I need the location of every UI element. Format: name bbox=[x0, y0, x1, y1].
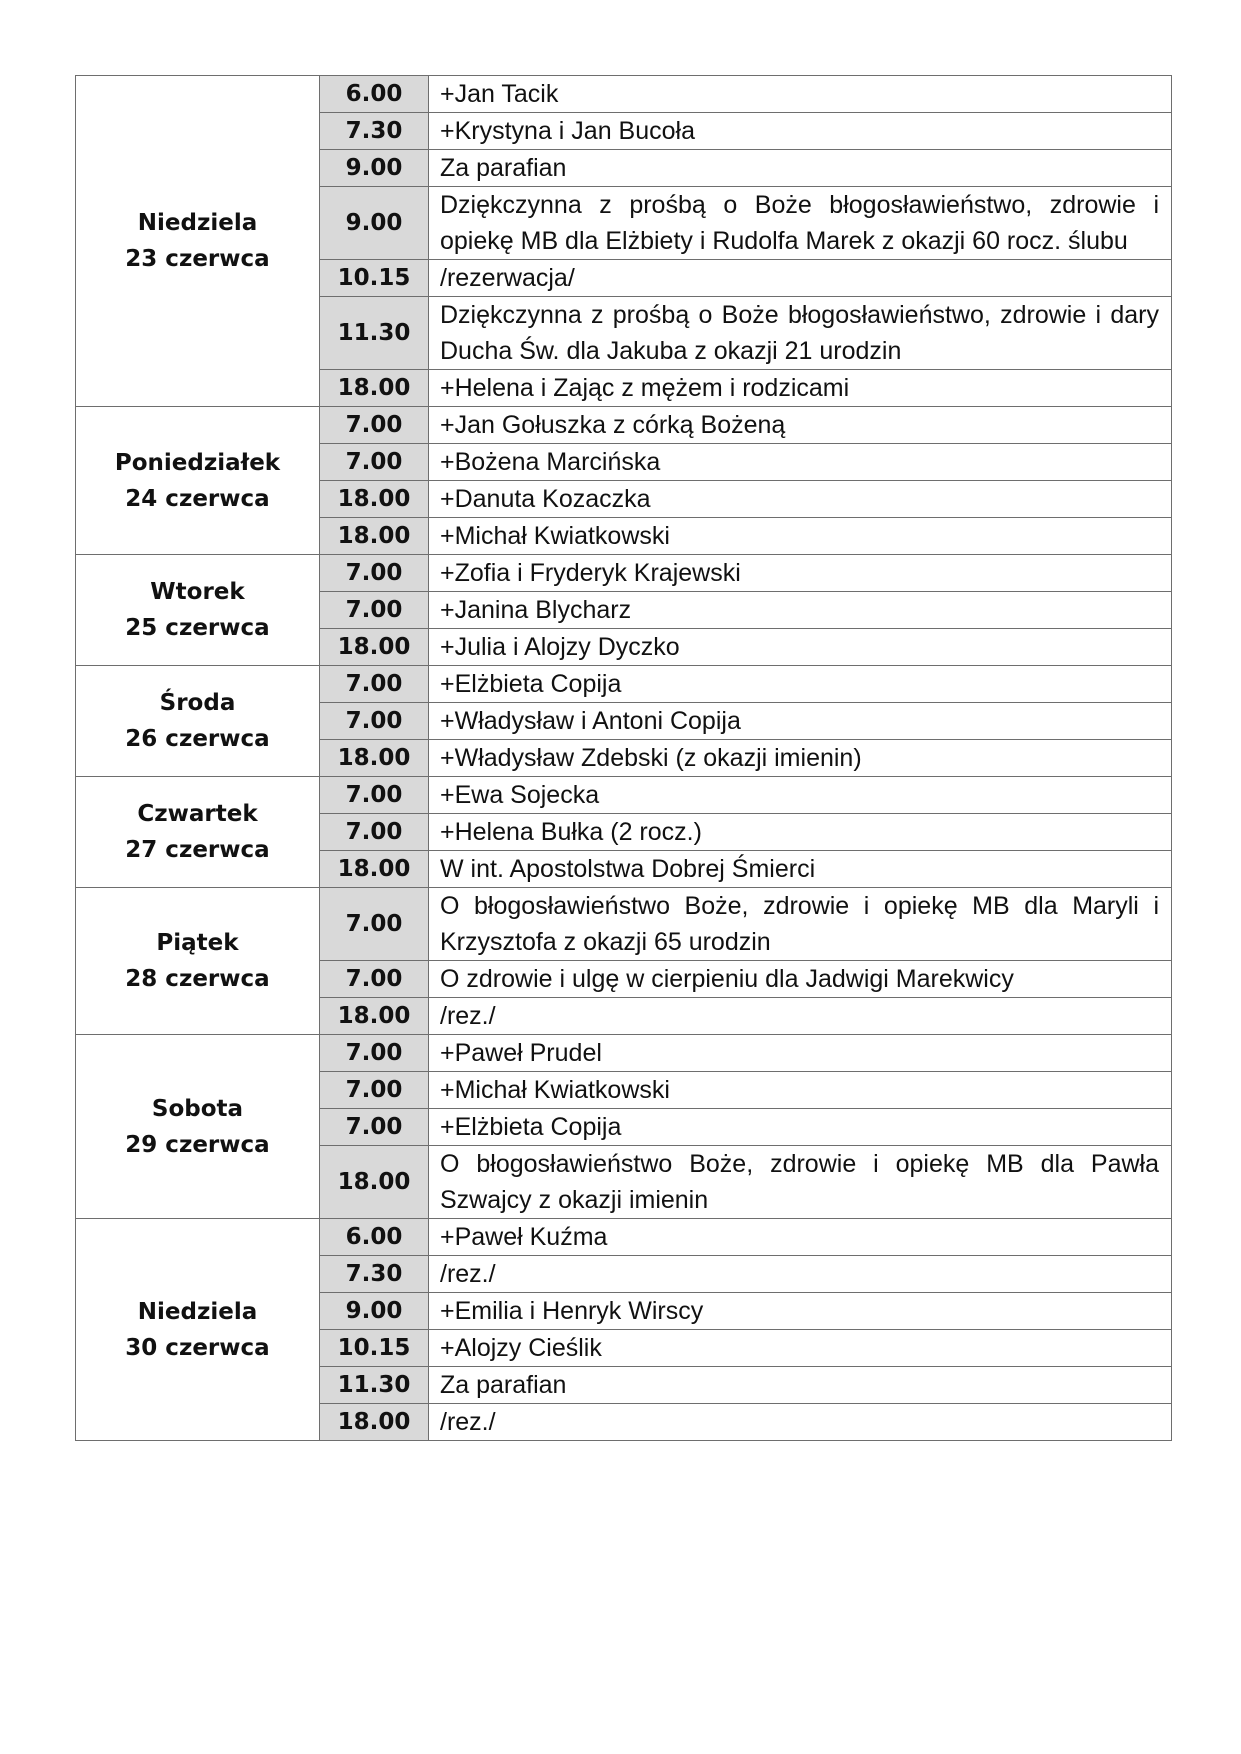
mass-row bbox=[76, 888, 1172, 961]
mass-time: 9.00 bbox=[320, 187, 429, 260]
mass-intention: /rez./ bbox=[429, 1256, 1172, 1293]
mass-time: 6.00 bbox=[320, 1219, 429, 1256]
mass-intention: +Władysław Zdebski (z okazji imienin) bbox=[429, 740, 1172, 777]
mass-time: 7.00 bbox=[320, 444, 429, 481]
day-cell bbox=[76, 1219, 320, 1441]
mass-time: 6.00 bbox=[320, 76, 429, 113]
mass-time: 7.30 bbox=[320, 1256, 429, 1293]
mass-time: 10.15 bbox=[320, 260, 429, 297]
mass-time: 7.00 bbox=[320, 1109, 429, 1146]
mass-time: 10.15 bbox=[320, 1330, 429, 1367]
day-date: 28 czerwca bbox=[125, 966, 270, 992]
day-cell bbox=[76, 555, 320, 666]
mass-time: 18.00 bbox=[320, 629, 429, 666]
day-name: Piątek bbox=[156, 930, 239, 956]
mass-intention: +Władysław i Antoni Copija bbox=[429, 703, 1172, 740]
day-name: Wtorek bbox=[150, 579, 245, 605]
mass-row bbox=[76, 407, 1172, 444]
mass-schedule-body bbox=[76, 76, 1172, 1441]
mass-time: 18.00 bbox=[320, 1146, 429, 1219]
mass-row bbox=[76, 555, 1172, 592]
mass-time: 7.00 bbox=[320, 961, 429, 998]
day-date: 26 czerwca bbox=[125, 726, 270, 752]
mass-row bbox=[76, 1219, 1172, 1256]
day-name: Poniedziałek bbox=[114, 449, 281, 476]
mass-intention: +Emilia i Henryk Wirscy bbox=[429, 1293, 1172, 1330]
mass-intention: Dziękczynna z prośbą o Boże błogosławieństwo, zdrowie i opiekę MB dla Elżbiety i Rudolfa Marek z okazji 60 rocz. ślubu bbox=[429, 187, 1172, 260]
mass-intention: +Julia i Alojzy Dyczko bbox=[429, 629, 1172, 666]
mass-row bbox=[76, 666, 1172, 703]
mass-time: 7.00 bbox=[320, 703, 429, 740]
mass-intention: +Bożena Marcińska bbox=[429, 444, 1172, 481]
mass-intention: Za parafian bbox=[429, 150, 1172, 187]
mass-time: 11.30 bbox=[320, 1367, 429, 1404]
mass-time: 7.00 bbox=[320, 407, 429, 444]
mass-row bbox=[76, 1035, 1172, 1072]
mass-intention: +Jan Tacik bbox=[429, 76, 1172, 113]
day-name: Niedziela bbox=[137, 1298, 258, 1325]
mass-row bbox=[76, 76, 1172, 113]
mass-time: 18.00 bbox=[320, 740, 429, 777]
mass-intention: O zdrowie i ulgę w cierpieniu dla Jadwigi Marekwicy bbox=[429, 961, 1172, 998]
mass-time: 7.00 bbox=[320, 777, 429, 814]
mass-intention: O błogosławieństwo Boże, zdrowie i opiekę MB dla Maryli i Krzysztofa z okazji 65 urodzin bbox=[429, 888, 1172, 961]
mass-intention: O błogosławieństwo Boże, zdrowie i opiekę MB dla Pawła Szwajcy z okazji imienin bbox=[429, 1146, 1172, 1219]
day-date: 23 czerwca bbox=[125, 246, 270, 272]
day-cell bbox=[76, 1035, 320, 1219]
day-cell bbox=[76, 76, 320, 407]
day-name: Niedziela bbox=[137, 210, 258, 236]
mass-time: 18.00 bbox=[320, 998, 429, 1035]
mass-intention: Za parafian bbox=[429, 1367, 1172, 1404]
mass-intention: +Michał Kwiatkowski bbox=[429, 518, 1172, 555]
mass-intention: /rez./ bbox=[429, 998, 1172, 1035]
mass-time: 18.00 bbox=[320, 481, 429, 518]
mass-intention: +Jan Gołuszka z córką Bożeną bbox=[429, 407, 1172, 444]
mass-intention: +Janina Blycharz bbox=[429, 592, 1172, 629]
day-date: 29 czerwca bbox=[125, 1131, 270, 1158]
mass-intention: +Krystyna i Jan Bucoła bbox=[429, 113, 1172, 150]
mass-time: 7.30 bbox=[320, 113, 429, 150]
mass-intention: /rezerwacja/ bbox=[429, 260, 1172, 297]
day-cell bbox=[76, 777, 320, 888]
mass-intention: +Helena Bułka (2 rocz.) bbox=[429, 814, 1172, 851]
mass-time: 7.00 bbox=[320, 555, 429, 592]
mass-intention: +Michał Kwiatkowski bbox=[429, 1072, 1172, 1109]
mass-time: 7.00 bbox=[320, 1072, 429, 1109]
mass-time: 7.00 bbox=[320, 1035, 429, 1072]
day-date: 25 czerwca bbox=[125, 615, 270, 641]
mass-intention: Dziękczynna z prośbą o Boże błogosławieństwo, zdrowie i dary Ducha Św. dla Jakuba z okazji 21 urodzin bbox=[429, 297, 1172, 370]
day-name: Środa bbox=[159, 690, 236, 716]
day-cell bbox=[76, 666, 320, 777]
mass-intention: +Ewa Sojecka bbox=[429, 777, 1172, 814]
day-date: 27 czerwca bbox=[125, 837, 270, 863]
mass-intention: /rez./ bbox=[429, 1404, 1172, 1441]
mass-time: 18.00 bbox=[320, 370, 429, 407]
mass-intention: +Elżbieta Copija bbox=[429, 1109, 1172, 1146]
mass-intention: +Helena i Zając z mężem i rodzicami bbox=[429, 370, 1172, 407]
mass-time: 18.00 bbox=[320, 518, 429, 555]
day-date: 30 czerwca bbox=[125, 1334, 270, 1361]
mass-intention: W int. Apostolstwa Dobrej Śmierci bbox=[429, 851, 1172, 888]
mass-row bbox=[76, 777, 1172, 814]
day-cell bbox=[76, 407, 320, 555]
mass-time: 18.00 bbox=[320, 851, 429, 888]
mass-intention: +Elżbieta Copija bbox=[429, 666, 1172, 703]
mass-time: 7.00 bbox=[320, 814, 429, 851]
mass-schedule-table bbox=[75, 75, 1172, 1441]
mass-intention: +Danuta Kozaczka bbox=[429, 481, 1172, 518]
mass-time: 9.00 bbox=[320, 1293, 429, 1330]
day-name: Czwartek bbox=[137, 801, 258, 827]
mass-time: 18.00 bbox=[320, 1404, 429, 1441]
mass-time: 11.30 bbox=[320, 297, 429, 370]
mass-time: 7.00 bbox=[320, 666, 429, 703]
mass-intention: +Alojzy Cieślik bbox=[429, 1330, 1172, 1367]
mass-time: 7.00 bbox=[320, 888, 429, 961]
day-date: 24 czerwca bbox=[125, 485, 270, 512]
day-cell bbox=[76, 888, 320, 1035]
mass-intention: +Zofia i Fryderyk Krajewski bbox=[429, 555, 1172, 592]
mass-intention: +Paweł Kuźma bbox=[429, 1219, 1172, 1256]
day-name: Sobota bbox=[151, 1095, 244, 1122]
mass-time: 7.00 bbox=[320, 592, 429, 629]
mass-intention: +Paweł Prudel bbox=[429, 1035, 1172, 1072]
mass-time: 9.00 bbox=[320, 150, 429, 187]
